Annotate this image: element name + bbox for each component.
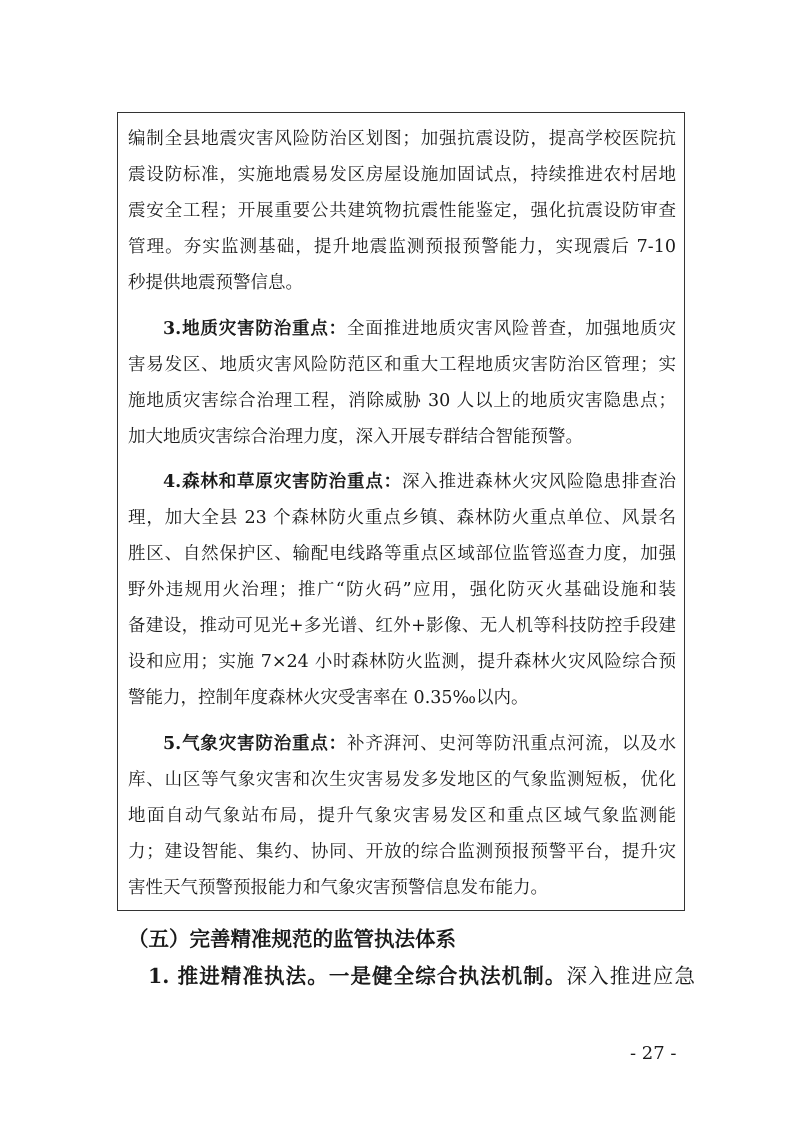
box-p1-line-1: 编制全县地震灾害风险防治区划图；加强抗震设防，提高学校医院抗 [128, 129, 676, 149]
box-p4-line-3: 地面自动气象站布局，提升气象灾害易发区和重点区域气象监测能 [128, 806, 676, 826]
box-p3-line-5: 备建设，推动可见光+多光谱、红外+影像、无人机等科技防控手段建 [128, 616, 676, 636]
box-p3-first: 深入推进森林火灾风险隐患排查治 [401, 472, 676, 492]
box-p3-line-7: 警能力，控制年度森林火灾受害率在 0.35‰以内。 [128, 688, 529, 708]
box-p4-line-4: 力；建设智能、集约、协同、开放的综合监测预报预警平台，提升灾 [128, 842, 676, 862]
box-p4-heading: 5.气象灾害防治重点： [163, 734, 347, 754]
box-p2-heading: 3.地质灾害防治重点： [163, 319, 347, 339]
subsection-heading: 1. 推进精准执法。一是健全综合执法机制。 [148, 964, 567, 988]
box-p2-first: 全面推进地质灾害风险普查，加强地质灾 [347, 319, 676, 339]
box-p3-heading: 4.森林和草原灾害防治重点： [163, 472, 402, 492]
box-p3-line-2: 理，加大全县 23 个森林防火重点乡镇、森林防火重点单位、风景名 [128, 508, 676, 528]
box-p1-line-2: 震设防标准，实施地震易发区房屋设施加固试点，持续推进农村居地 [128, 165, 676, 185]
box-p3-line-4: 野外违规用火治理；推广“防火码”应用，强化防灭火基础设施和装 [128, 580, 676, 600]
section-heading: （五）完善精准规范的监管执法体系 [128, 927, 456, 951]
box-p4-line-1 [163, 733, 676, 755]
page-number: - 27 - [630, 1043, 677, 1064]
box-p2-line-4: 加大地质灾害综合治理力度，深入开展专群结合智能预警。 [128, 427, 583, 447]
subsection-line [148, 962, 695, 990]
box-p3-line-3: 胜区、自然保护区、输配电线路等重点区域部位监管巡查力度，加强 [128, 544, 676, 564]
box-p2-line-1 [163, 318, 676, 340]
box-p2-line-3: 施地质灾害综合治理工程，消除威胁 30 人以上的地质灾害隐患点； [128, 391, 676, 411]
box-p1-line-5: 秒提供地震预警信息。 [128, 273, 303, 293]
box-p3-line-6: 设和应用；实施 7×24 小时森林防火监测，提升森林火灾风险综合预 [128, 652, 676, 672]
subsection-text: 深入推进应急 [566, 964, 695, 988]
box-p4-line-2: 库、山区等气象灾害和次生灾害易发多发地区的气象监测短板，优化 [128, 770, 676, 790]
box-p4-line-5: 害性天气预警预报能力和气象灾害预警信息发布能力。 [128, 878, 548, 898]
box-p4-first: 补齐湃河、史河等防汛重点河流，以及水 [347, 734, 676, 754]
box-p2-line-2: 害易发区、地质灾害风险防范区和重大工程地质灾害防治区管理；实 [128, 355, 676, 375]
box-p3-line-1 [163, 471, 676, 493]
box-p1-line-3: 震安全工程；开展重要公共建筑物抗震性能鉴定，强化抗震设防审查 [128, 201, 676, 221]
box-p1-line-4: 管理。夯实监测基础，提升地震监测预报预警能力，实现震后 7-10 [128, 237, 676, 257]
